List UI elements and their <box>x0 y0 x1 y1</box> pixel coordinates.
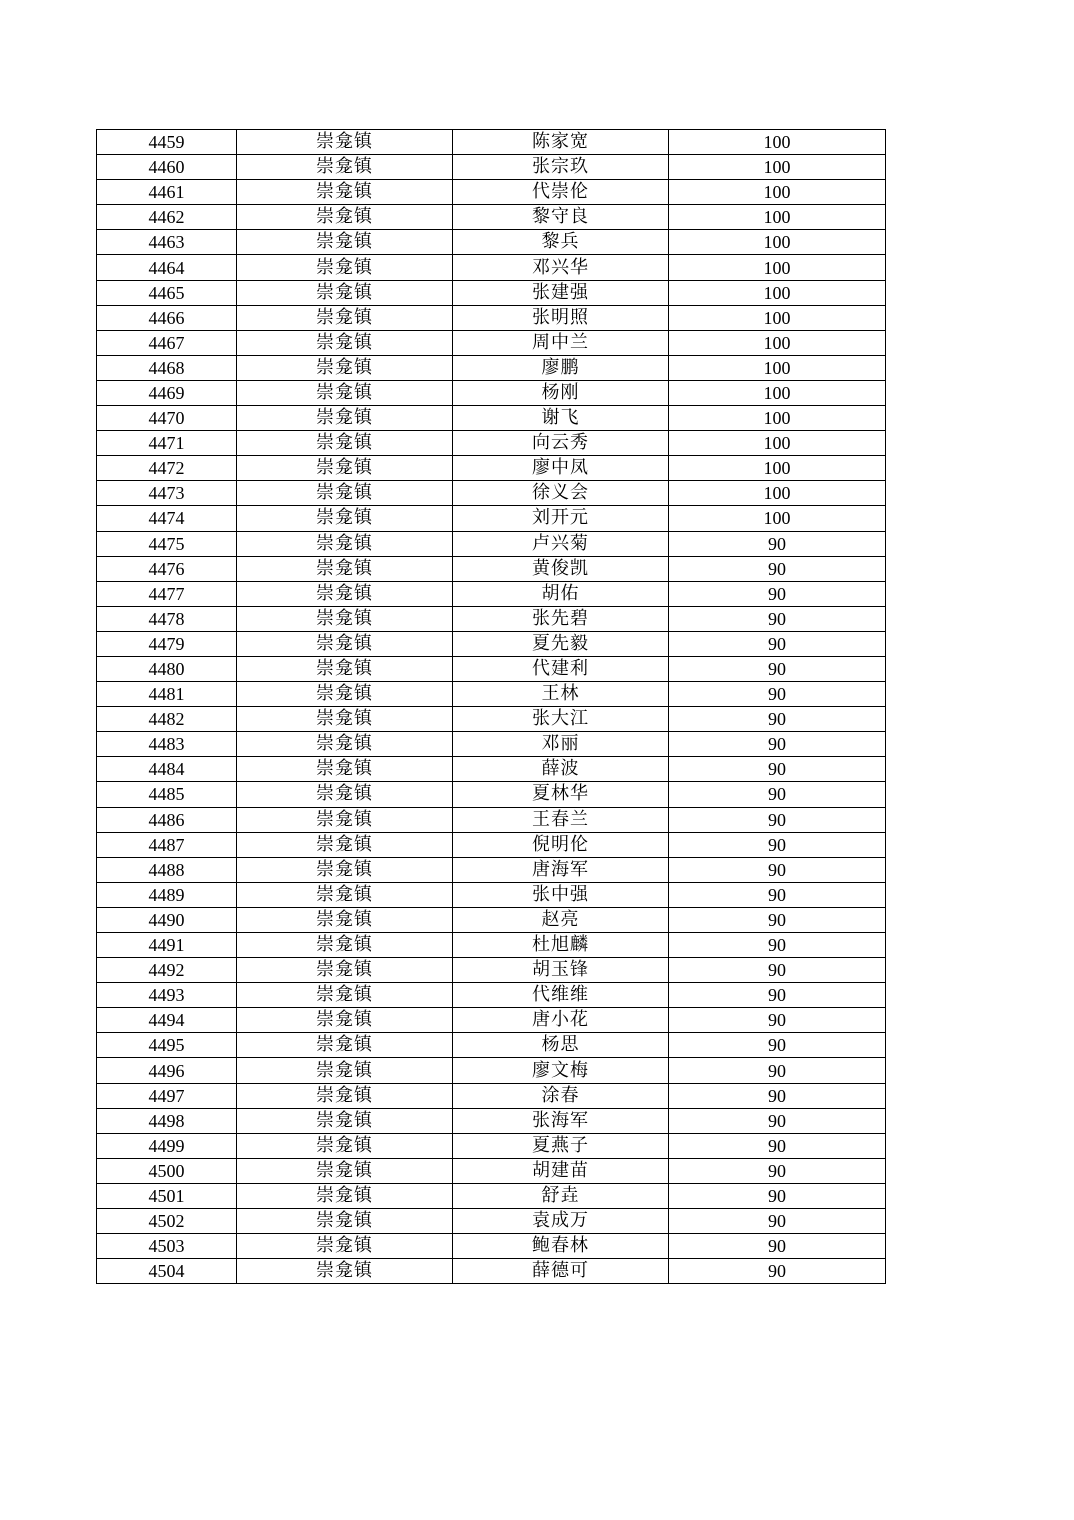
person-name-cell: 代维维 <box>453 983 669 1008</box>
roster-table <box>96 129 886 1284</box>
person-name-cell: 杨刚 <box>453 380 669 405</box>
serial-number-cell: 4497 <box>97 1083 237 1108</box>
table-row <box>97 1058 886 1083</box>
amount-cell: 100 <box>669 305 886 330</box>
serial-number-cell: 4471 <box>97 431 237 456</box>
amount-cell: 90 <box>669 581 886 606</box>
serial-number-cell: 4464 <box>97 255 237 280</box>
table-row <box>97 1083 886 1108</box>
town-cell: 崇龛镇 <box>237 1183 453 1208</box>
serial-number-cell: 4485 <box>97 782 237 807</box>
town-cell: 崇龛镇 <box>237 456 453 481</box>
town-cell: 崇龛镇 <box>237 732 453 757</box>
amount-cell: 90 <box>669 958 886 983</box>
table-row <box>97 933 886 958</box>
amount-cell: 90 <box>669 1008 886 1033</box>
amount-cell: 90 <box>669 1133 886 1158</box>
serial-number-cell: 4484 <box>97 757 237 782</box>
person-name-cell: 张宗玖 <box>453 155 669 180</box>
table-row <box>97 983 886 1008</box>
town-cell: 崇龛镇 <box>237 1158 453 1183</box>
amount-cell: 90 <box>669 807 886 832</box>
amount-cell: 90 <box>669 983 886 1008</box>
person-name-cell: 夏燕子 <box>453 1133 669 1158</box>
serial-number-cell: 4466 <box>97 305 237 330</box>
person-name-cell: 徐义会 <box>453 481 669 506</box>
amount-cell: 90 <box>669 757 886 782</box>
table-row <box>97 782 886 807</box>
table-row <box>97 1259 886 1284</box>
table-row <box>97 380 886 405</box>
person-name-cell: 廖中凤 <box>453 456 669 481</box>
serial-number-cell: 4479 <box>97 631 237 656</box>
town-cell: 崇龛镇 <box>237 380 453 405</box>
table-row <box>97 857 886 882</box>
town-cell: 崇龛镇 <box>237 406 453 431</box>
serial-number-cell: 4487 <box>97 832 237 857</box>
amount-cell: 90 <box>669 1209 886 1234</box>
person-name-cell: 邓兴华 <box>453 255 669 280</box>
person-name-cell: 唐小花 <box>453 1008 669 1033</box>
serial-number-cell: 4488 <box>97 857 237 882</box>
amount-cell: 100 <box>669 380 886 405</box>
table-row <box>97 682 886 707</box>
serial-number-cell: 4490 <box>97 907 237 932</box>
table-row <box>97 330 886 355</box>
person-name-cell: 周中兰 <box>453 330 669 355</box>
amount-cell: 90 <box>669 656 886 681</box>
town-cell: 崇龛镇 <box>237 205 453 230</box>
table-row <box>97 255 886 280</box>
town-cell: 崇龛镇 <box>237 355 453 380</box>
table-row <box>97 1183 886 1208</box>
person-name-cell: 廖鹏 <box>453 355 669 380</box>
amount-cell: 90 <box>669 832 886 857</box>
person-name-cell: 赵亮 <box>453 907 669 932</box>
person-name-cell: 邓丽 <box>453 732 669 757</box>
person-name-cell: 黄俊凯 <box>453 556 669 581</box>
amount-cell: 100 <box>669 431 886 456</box>
town-cell: 崇龛镇 <box>237 907 453 932</box>
table-row <box>97 531 886 556</box>
town-cell: 崇龛镇 <box>237 933 453 958</box>
serial-number-cell: 4502 <box>97 1209 237 1234</box>
town-cell: 崇龛镇 <box>237 631 453 656</box>
serial-number-cell: 4467 <box>97 330 237 355</box>
amount-cell: 100 <box>669 280 886 305</box>
amount-cell: 90 <box>669 556 886 581</box>
amount-cell: 90 <box>669 732 886 757</box>
person-name-cell: 张先碧 <box>453 606 669 631</box>
serial-number-cell: 4477 <box>97 581 237 606</box>
amount-cell: 90 <box>669 882 886 907</box>
person-name-cell: 王林 <box>453 682 669 707</box>
table-row <box>97 1033 886 1058</box>
serial-number-cell: 4480 <box>97 656 237 681</box>
table-row <box>97 656 886 681</box>
amount-cell: 90 <box>669 907 886 932</box>
person-name-cell: 薛德可 <box>453 1259 669 1284</box>
town-cell: 崇龛镇 <box>237 130 453 155</box>
town-cell: 崇龛镇 <box>237 1259 453 1284</box>
town-cell: 崇龛镇 <box>237 807 453 832</box>
serial-number-cell: 4504 <box>97 1259 237 1284</box>
serial-number-cell: 4498 <box>97 1108 237 1133</box>
table-row <box>97 180 886 205</box>
serial-number-cell: 4460 <box>97 155 237 180</box>
town-cell: 崇龛镇 <box>237 230 453 255</box>
table-row <box>97 406 886 431</box>
serial-number-cell: 4469 <box>97 380 237 405</box>
town-cell: 崇龛镇 <box>237 531 453 556</box>
table-row <box>97 958 886 983</box>
serial-number-cell: 4463 <box>97 230 237 255</box>
person-name-cell: 卢兴菊 <box>453 531 669 556</box>
table-row <box>97 280 886 305</box>
serial-number-cell: 4468 <box>97 355 237 380</box>
town-cell: 崇龛镇 <box>237 757 453 782</box>
person-name-cell: 向云秀 <box>453 431 669 456</box>
town-cell: 崇龛镇 <box>237 1083 453 1108</box>
person-name-cell: 夏林华 <box>453 782 669 807</box>
town-cell: 崇龛镇 <box>237 155 453 180</box>
table-row <box>97 506 886 531</box>
person-name-cell: 倪明伦 <box>453 832 669 857</box>
table-row <box>97 907 886 932</box>
table-row <box>97 1133 886 1158</box>
table-row <box>97 481 886 506</box>
town-cell: 崇龛镇 <box>237 506 453 531</box>
serial-number-cell: 4481 <box>97 682 237 707</box>
town-cell: 崇龛镇 <box>237 656 453 681</box>
town-cell: 崇龛镇 <box>237 556 453 581</box>
table-row <box>97 456 886 481</box>
town-cell: 崇龛镇 <box>237 1209 453 1234</box>
amount-cell: 100 <box>669 180 886 205</box>
person-name-cell: 黎守良 <box>453 205 669 230</box>
person-name-cell: 刘开元 <box>453 506 669 531</box>
amount-cell: 90 <box>669 1234 886 1259</box>
amount-cell: 100 <box>669 230 886 255</box>
town-cell: 崇龛镇 <box>237 305 453 330</box>
serial-number-cell: 4473 <box>97 481 237 506</box>
town-cell: 崇龛镇 <box>237 832 453 857</box>
table-row <box>97 732 886 757</box>
serial-number-cell: 4495 <box>97 1033 237 1058</box>
table-row <box>97 556 886 581</box>
amount-cell: 90 <box>669 531 886 556</box>
table-row <box>97 1209 886 1234</box>
town-cell: 崇龛镇 <box>237 431 453 456</box>
table-row <box>97 631 886 656</box>
table-row <box>97 1108 886 1133</box>
serial-number-cell: 4496 <box>97 1058 237 1083</box>
table-row <box>97 1234 886 1259</box>
amount-cell: 100 <box>669 406 886 431</box>
town-cell: 崇龛镇 <box>237 1058 453 1083</box>
table-row <box>97 882 886 907</box>
person-name-cell: 胡建苗 <box>453 1158 669 1183</box>
town-cell: 崇龛镇 <box>237 1234 453 1259</box>
town-cell: 崇龛镇 <box>237 606 453 631</box>
amount-cell: 90 <box>669 1183 886 1208</box>
person-name-cell: 代建利 <box>453 656 669 681</box>
town-cell: 崇龛镇 <box>237 330 453 355</box>
serial-number-cell: 4486 <box>97 807 237 832</box>
table-row <box>97 807 886 832</box>
person-name-cell: 张明照 <box>453 305 669 330</box>
town-cell: 崇龛镇 <box>237 682 453 707</box>
amount-cell: 100 <box>669 330 886 355</box>
amount-cell: 90 <box>669 606 886 631</box>
serial-number-cell: 4489 <box>97 882 237 907</box>
amount-cell: 100 <box>669 205 886 230</box>
serial-number-cell: 4465 <box>97 280 237 305</box>
roster-table-body <box>97 130 886 1284</box>
person-name-cell: 张建强 <box>453 280 669 305</box>
serial-number-cell: 4461 <box>97 180 237 205</box>
person-name-cell: 鲍春林 <box>453 1234 669 1259</box>
amount-cell: 90 <box>669 1058 886 1083</box>
person-name-cell: 张中强 <box>453 882 669 907</box>
amount-cell: 100 <box>669 481 886 506</box>
person-name-cell: 夏先毅 <box>453 631 669 656</box>
amount-cell: 90 <box>669 707 886 732</box>
serial-number-cell: 4462 <box>97 205 237 230</box>
person-name-cell: 张海军 <box>453 1108 669 1133</box>
amount-cell: 90 <box>669 782 886 807</box>
person-name-cell: 胡玉锋 <box>453 958 669 983</box>
town-cell: 崇龛镇 <box>237 707 453 732</box>
table-row <box>97 230 886 255</box>
town-cell: 崇龛镇 <box>237 1133 453 1158</box>
amount-cell: 90 <box>669 1108 886 1133</box>
amount-cell: 100 <box>669 255 886 280</box>
amount-cell: 90 <box>669 1083 886 1108</box>
amount-cell: 90 <box>669 857 886 882</box>
person-name-cell: 黎兵 <box>453 230 669 255</box>
town-cell: 崇龛镇 <box>237 255 453 280</box>
amount-cell: 90 <box>669 1033 886 1058</box>
serial-number-cell: 4492 <box>97 958 237 983</box>
amount-cell: 90 <box>669 631 886 656</box>
town-cell: 崇龛镇 <box>237 782 453 807</box>
serial-number-cell: 4501 <box>97 1183 237 1208</box>
amount-cell: 90 <box>669 1158 886 1183</box>
person-name-cell: 王春兰 <box>453 807 669 832</box>
person-name-cell: 谢飞 <box>453 406 669 431</box>
person-name-cell: 廖文梅 <box>453 1058 669 1083</box>
person-name-cell: 薛波 <box>453 757 669 782</box>
town-cell: 崇龛镇 <box>237 857 453 882</box>
table-row <box>97 757 886 782</box>
table-row <box>97 1158 886 1183</box>
town-cell: 崇龛镇 <box>237 1033 453 1058</box>
person-name-cell: 涂春 <box>453 1083 669 1108</box>
person-name-cell: 唐海军 <box>453 857 669 882</box>
amount-cell: 100 <box>669 155 886 180</box>
serial-number-cell: 4474 <box>97 506 237 531</box>
table-row <box>97 205 886 230</box>
town-cell: 崇龛镇 <box>237 280 453 305</box>
serial-number-cell: 4491 <box>97 933 237 958</box>
serial-number-cell: 4476 <box>97 556 237 581</box>
town-cell: 崇龛镇 <box>237 180 453 205</box>
serial-number-cell: 4483 <box>97 732 237 757</box>
town-cell: 崇龛镇 <box>237 1108 453 1133</box>
table-row <box>97 155 886 180</box>
amount-cell: 100 <box>669 506 886 531</box>
table-row <box>97 606 886 631</box>
amount-cell: 100 <box>669 456 886 481</box>
table-row <box>97 832 886 857</box>
serial-number-cell: 4459 <box>97 130 237 155</box>
person-name-cell: 张大江 <box>453 707 669 732</box>
amount-cell: 100 <box>669 355 886 380</box>
person-name-cell: 杜旭麟 <box>453 933 669 958</box>
serial-number-cell: 4493 <box>97 983 237 1008</box>
person-name-cell: 舒垚 <box>453 1183 669 1208</box>
town-cell: 崇龛镇 <box>237 1008 453 1033</box>
town-cell: 崇龛镇 <box>237 983 453 1008</box>
serial-number-cell: 4500 <box>97 1158 237 1183</box>
serial-number-cell: 4475 <box>97 531 237 556</box>
table-row <box>97 130 886 155</box>
person-name-cell: 袁成万 <box>453 1209 669 1234</box>
table-row <box>97 355 886 380</box>
serial-number-cell: 4482 <box>97 707 237 732</box>
amount-cell: 90 <box>669 682 886 707</box>
table-row <box>97 305 886 330</box>
person-name-cell: 代崇伦 <box>453 180 669 205</box>
amount-cell: 90 <box>669 1259 886 1284</box>
table-row <box>97 431 886 456</box>
serial-number-cell: 4472 <box>97 456 237 481</box>
person-name-cell: 陈家宽 <box>453 130 669 155</box>
town-cell: 崇龛镇 <box>237 481 453 506</box>
serial-number-cell: 4478 <box>97 606 237 631</box>
table-row <box>97 707 886 732</box>
table-row <box>97 1008 886 1033</box>
town-cell: 崇龛镇 <box>237 581 453 606</box>
amount-cell: 90 <box>669 933 886 958</box>
person-name-cell: 胡佑 <box>453 581 669 606</box>
serial-number-cell: 4470 <box>97 406 237 431</box>
serial-number-cell: 4503 <box>97 1234 237 1259</box>
amount-cell: 100 <box>669 130 886 155</box>
town-cell: 崇龛镇 <box>237 882 453 907</box>
person-name-cell: 杨思 <box>453 1033 669 1058</box>
serial-number-cell: 4494 <box>97 1008 237 1033</box>
table-row <box>97 581 886 606</box>
serial-number-cell: 4499 <box>97 1133 237 1158</box>
town-cell: 崇龛镇 <box>237 958 453 983</box>
